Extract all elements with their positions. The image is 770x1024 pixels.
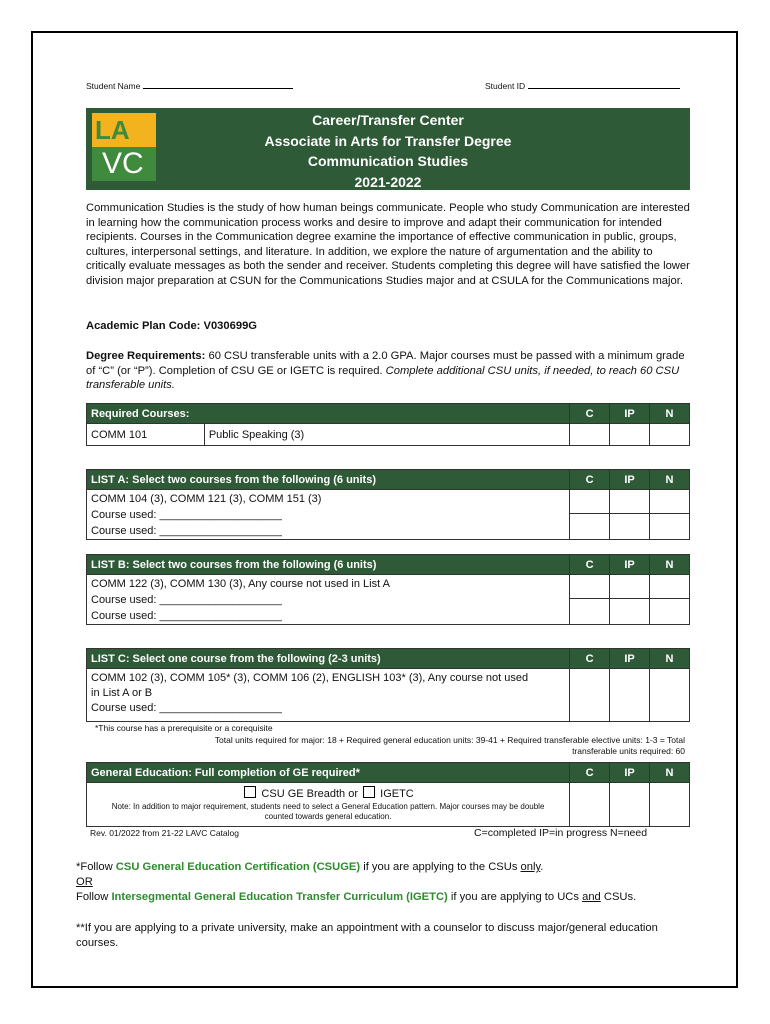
degree-text: 60 CSU transferable units with a 2.0 GPA. Major courses must be passed with a minimum grade of “C” (or “P”). Completion of CSU GE or IGETC is required. [86, 350, 685, 377]
check-c[interactable] [570, 424, 610, 446]
check-c[interactable] [570, 490, 610, 514]
lavc-logo [92, 113, 156, 181]
csu-ge-checkbox[interactable] [244, 786, 256, 798]
unit-totals [95, 735, 685, 757]
check-ip[interactable] [610, 783, 650, 827]
center-title: Career/Transfer Center [312, 112, 464, 128]
check-ip[interactable] [610, 598, 650, 624]
csu-ge-label: CSU GE Breadth or [261, 788, 359, 800]
check-c[interactable] [570, 598, 610, 624]
table-row [87, 783, 690, 827]
unit-totals-line1: Total units required for major: 18 + Required general education units: 39-41 + Required transferable elective units: 1-3 = Total [214, 735, 685, 745]
check-ip[interactable] [610, 575, 650, 599]
check-c[interactable] [570, 669, 610, 722]
check-n[interactable] [650, 513, 690, 539]
igetc-link[interactable]: Intersegmental General Education Transfer Curriculum (IGETC) [111, 891, 448, 903]
col-n: N [650, 470, 690, 490]
follow-text: *Follow [76, 861, 116, 873]
col-c: C [570, 763, 610, 783]
or-separator: OR [76, 876, 93, 888]
col-ip: IP [610, 555, 650, 575]
col-n: N [650, 763, 690, 783]
col-c: C [570, 649, 610, 669]
title-banner [86, 108, 690, 190]
igetc-label: IGETC [380, 788, 414, 800]
col-ip: IP [610, 649, 650, 669]
follow-text: Follow [76, 891, 112, 903]
csuge-link[interactable]: CSU General Education Certification (CSUGE) [115, 861, 361, 873]
follow-text: CSUs. [600, 891, 637, 903]
ge-table [86, 762, 690, 827]
student-name-field[interactable] [86, 81, 293, 91]
igetc-instruction [76, 891, 636, 903]
col-c: C [570, 470, 610, 490]
status-legend: C=completed IP=in progress N=need [474, 827, 648, 839]
list-c-courses: COMM 102 (3), COMM 105* (3), COMM 106 (2), ENGLISH 103* (3), Any course not used in List A or B [91, 672, 529, 699]
col-ip: IP [610, 763, 650, 783]
degree-requirements [86, 349, 690, 393]
course-used-field[interactable]: Course used: ____________________ [91, 702, 282, 714]
check-ip[interactable] [610, 490, 650, 514]
table-row [87, 669, 690, 722]
emphasis-only: only [520, 861, 541, 873]
list-c-table [86, 648, 690, 722]
course-used-field[interactable]: Course used: ____________________ [91, 509, 282, 521]
ge-note: Note: In addition to major requirement, students need to select a General Education pattern. Major courses may be double counted towards general education. [111, 802, 545, 821]
check-ip[interactable] [610, 424, 650, 446]
private-university-note: **If you are applying to a private university, make an appointment with a counselor to discuss major/general education courses. [76, 922, 658, 949]
csuge-instruction [76, 861, 543, 873]
col-ip: IP [610, 470, 650, 490]
list-a-table [86, 469, 690, 540]
list-b-table [86, 554, 690, 625]
igetc-checkbox[interactable] [363, 786, 375, 798]
table-row [87, 424, 690, 446]
course-used-field[interactable]: Course used: ____________________ [91, 610, 282, 622]
degree-label: Degree Requirements: [86, 350, 206, 362]
intro-paragraph: Communication Studies is the study of how human beings communicate. People who study Communication are interested in learning how the communication process works and desire to improve and adapt their communication for intended recipients. Courses in the Communication degree examine the importance of effective communication in public, groups, cultures, interpersonal settings, and literature. In addition, we explore the nature of argumentation and the ability to critically evaluate messages as both the sender and receiver. Students completing this degree will have satisfied the lower division major preparation at CSUN for the Communications Studies major and at CSULA for the Communications major. [86, 202, 690, 287]
required-courses-table [86, 403, 690, 446]
check-c[interactable] [570, 513, 610, 539]
student-id-label: Student ID [485, 81, 526, 91]
course-code: COMM 101 [87, 424, 205, 446]
col-n: N [650, 555, 690, 575]
check-n[interactable] [650, 598, 690, 624]
course-used-field[interactable]: Course used: ____________________ [91, 594, 282, 606]
degree-note: Complete additional CSU units, if needed, to reach 60 CSU transferable units. [86, 364, 680, 392]
ge-header: General Education: Full completion of GE required* [87, 763, 570, 783]
follow-text: if you are applying to UCs [447, 891, 583, 903]
catalog-year: 2021-2022 [354, 173, 422, 190]
follow-text: if you are applying to the CSUs [360, 861, 521, 873]
list-b-header: LIST B: Select two courses from the following (6 units) [87, 555, 570, 575]
table-row [87, 575, 690, 599]
course-used-field[interactable]: Course used: ____________________ [91, 525, 282, 537]
list-a-courses: COMM 104 (3), COMM 121 (3), COMM 151 (3) [91, 493, 322, 505]
degree-title: Associate in Arts for Transfer Degree [264, 132, 512, 149]
list-a-header: LIST A: Select two courses from the following (6 units) [87, 470, 570, 490]
col-c: C [570, 555, 610, 575]
plan-code: Academic Plan Code: V030699G [86, 320, 257, 332]
logo-vc-text: VC [102, 147, 144, 180]
col-n: N [650, 649, 690, 669]
unit-totals-line2: transferable units required: 60 [572, 746, 685, 756]
revision-note: Rev. 01/2022 from 21-22 LAVC Catalog [90, 828, 239, 838]
table-row [87, 490, 690, 514]
student-id-field[interactable] [485, 81, 680, 91]
col-n: N [650, 404, 690, 424]
check-c[interactable] [570, 783, 610, 827]
major-title: Communication Studies [307, 153, 469, 169]
emphasis-and: and [582, 891, 601, 903]
list-c-header: LIST C: Select one course from the following (2-3 units) [87, 649, 570, 669]
student-name-label: Student Name [86, 81, 141, 91]
col-ip: IP [610, 404, 650, 424]
check-n[interactable] [650, 575, 690, 599]
check-c[interactable] [570, 575, 610, 599]
col-c: C [570, 404, 610, 424]
logo-la-text: LA [95, 115, 130, 145]
check-n[interactable] [650, 783, 690, 827]
check-ip[interactable] [610, 669, 650, 722]
check-n[interactable] [650, 669, 690, 722]
list-b-courses: COMM 122 (3), COMM 130 (3), Any course not used in List A [91, 578, 390, 590]
follow-text: . [540, 861, 544, 873]
check-n[interactable] [650, 490, 690, 514]
check-n[interactable] [650, 424, 690, 446]
required-courses-header: Required Courses: [87, 404, 570, 424]
course-name: Public Speaking (3) [204, 424, 569, 446]
check-ip[interactable] [610, 513, 650, 539]
prereq-note: *This course has a prerequisite or a corequisite [95, 723, 273, 733]
